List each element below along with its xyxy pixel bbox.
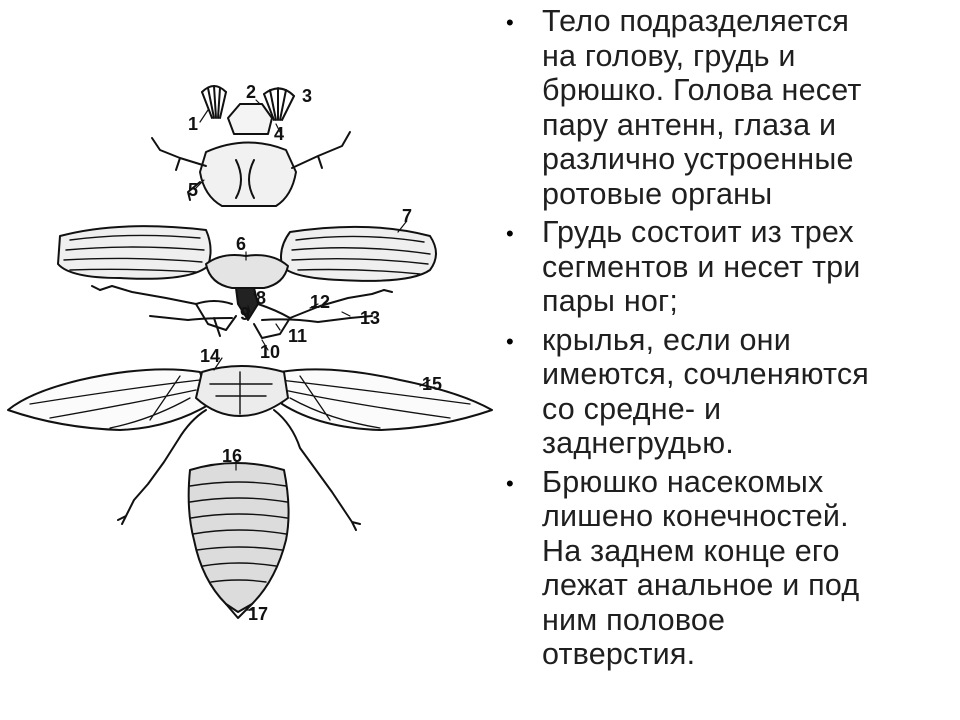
bullet-line: сегментов и несет три [542,249,861,284]
hindwing-left [8,369,210,430]
bullet-text [542,323,954,461]
label-2: 2 [246,82,257,102]
label-8: 8 [256,288,267,308]
bullet-line: имеются, сочленяются [542,357,870,391]
bullet-text [542,4,954,211]
bullet-line: Грудь состоит из трех [542,215,854,249]
midleg-left [150,316,232,336]
label-7: 7 [402,206,413,226]
bullet-line: На заднем конце его [542,533,840,568]
bullet-item [506,215,954,319]
label-13: 13 [360,308,381,328]
bullet-line: Брюшко насекомых [542,464,824,499]
bullet-list [506,4,954,716]
label-14: 14 [200,346,221,366]
labrum [228,104,272,134]
bullet-line: на голову, грудь и [542,38,796,73]
bullet-line: со средне- и [542,391,722,426]
label-3: 3 [302,86,313,106]
label-10: 10 [260,342,281,362]
label-5: 5 [188,180,199,200]
label-1: 1 [188,114,199,134]
bullet-line: лишено конечностей. [542,499,849,533]
label-16: 16 [222,446,243,466]
bullet-line: Тело подразделяется [542,4,850,38]
bullet-marker: • [506,470,514,496]
metathorax [196,366,288,416]
abdomen [189,463,289,612]
bullet-text [542,215,954,319]
midleg-right [262,316,372,322]
bullet-marker: • [506,10,514,35]
bullet-line: пары ног; [542,284,679,318]
bullet-marker: • [506,221,514,246]
bullet-line: пару антенн, глаза и [542,107,837,142]
head-capsule [200,142,296,206]
bullet-line: брюшко. Голова несет [542,73,862,107]
bullet-item [506,4,954,211]
bullet-line: ротовые органы [542,176,773,211]
bullet-marker: • [506,328,514,354]
bullet-line: различно устроенные [542,142,854,176]
pronotum [206,255,288,288]
label-15: 15 [422,374,443,394]
bullet-line: отверстия. [542,637,696,671]
hindwing-right [280,369,492,430]
label-12: 12 [310,292,331,312]
label-4: 4 [274,124,285,144]
palp-right [292,132,350,168]
bullet-line: заднегрудью. [542,426,734,460]
bullet-item [506,323,954,461]
bullet-line: ним половое [542,602,726,637]
bullet-item [506,465,954,672]
label-9: 9 [240,304,251,324]
label-17: 17 [248,604,269,624]
bullet-line: крылья, если они [542,322,791,357]
label-6: 6 [236,234,247,254]
bullet-text [542,465,954,672]
label-11: 11 [288,326,308,346]
bullet-line: лежат анальное и под [542,568,860,602]
